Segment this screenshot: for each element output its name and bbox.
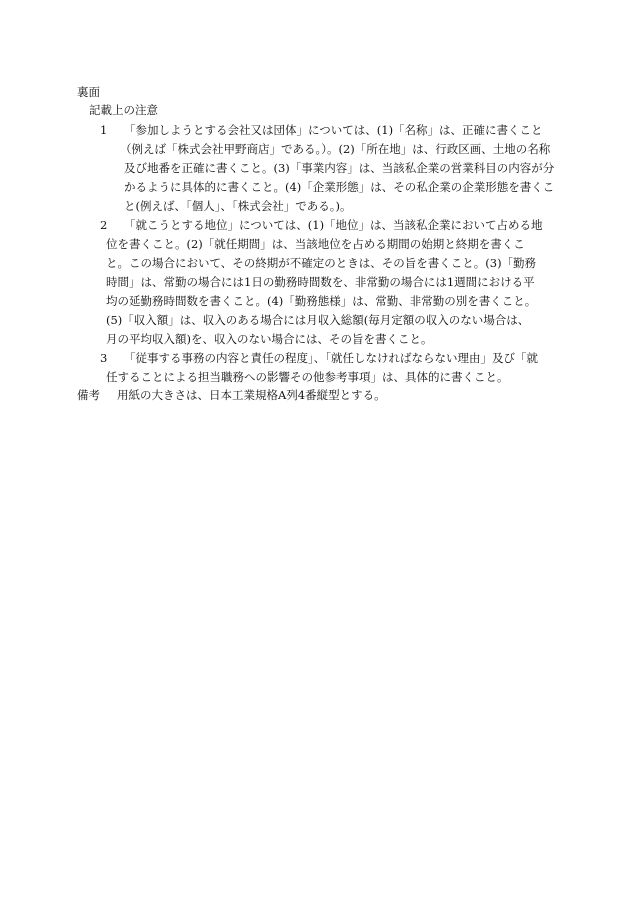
item-line: 及び地番を正確に書くこと。(3)「事業内容」は、当該私企業の営業科目の内容が分 — [124, 161, 555, 175]
remarks-label: 備考 — [77, 388, 100, 402]
list-item — [106, 216, 558, 349]
section-title: 裏面 — [77, 85, 100, 99]
list-item — [118, 121, 558, 216]
item-line: 「就こうとする地位」については、(1)「地位」は、当該私企業において占める地 — [124, 218, 543, 232]
remarks-text: 用紙の大きさは、日本工業規格A列4番縦型とする。 — [117, 388, 386, 402]
item-line: と(例えば、「個人」、「株式会社」である。)。 — [124, 199, 352, 213]
item-number: 1 — [100, 123, 108, 137]
item-line: 月の平均収入額)を、収入のない場合には、その旨を書くこと。 — [106, 332, 433, 346]
item-line: 「従事する事務の内容と責任の程度」、「就任しなければならない理由」及び「就 — [124, 351, 538, 365]
item-number: 3 — [100, 351, 108, 365]
item-line: 均の延勤務時間数を書くこと。(4)「勤務態様」は、常勤、非常勤の別を書くこと。 — [106, 294, 537, 308]
list-item — [106, 349, 558, 387]
item-line: と。この場合において、その終期が不確定のときは、その旨を書くこと。(3)「勤務 — [106, 256, 537, 270]
notes-heading: 記載上の注意 — [89, 103, 158, 117]
item-line: 「参加しようとする会社又は団体」については、(1)「名称」は、正確に書くこと — [124, 123, 543, 137]
item-line: （例えば「株式会社甲野商店」である。）。(2)「所在地」は、行政区画、土地の名称 — [120, 142, 551, 156]
item-line: 任することによる担当職務への影響その他参考事項」は、具体的に書くこと。 — [106, 370, 509, 384]
item-line: 位を書くこと。(2)「就任期間」は、当該地位を占める期間の始期と終期を書くこ — [106, 237, 525, 251]
item-line: かるように具体的に書くこと。(4)「企業形態」は、その私企業の企業形態を書くこ — [124, 180, 555, 194]
item-line: 時間」は、常勤の場合には1日の勤務時間数を、非常勤の場合には1週間における平 — [106, 275, 535, 289]
item-number: 2 — [100, 218, 108, 232]
item-line: (5)「収入額」は、収入のある場合には月収入総額(毎月定額の収入のない場合は、 — [106, 313, 530, 327]
